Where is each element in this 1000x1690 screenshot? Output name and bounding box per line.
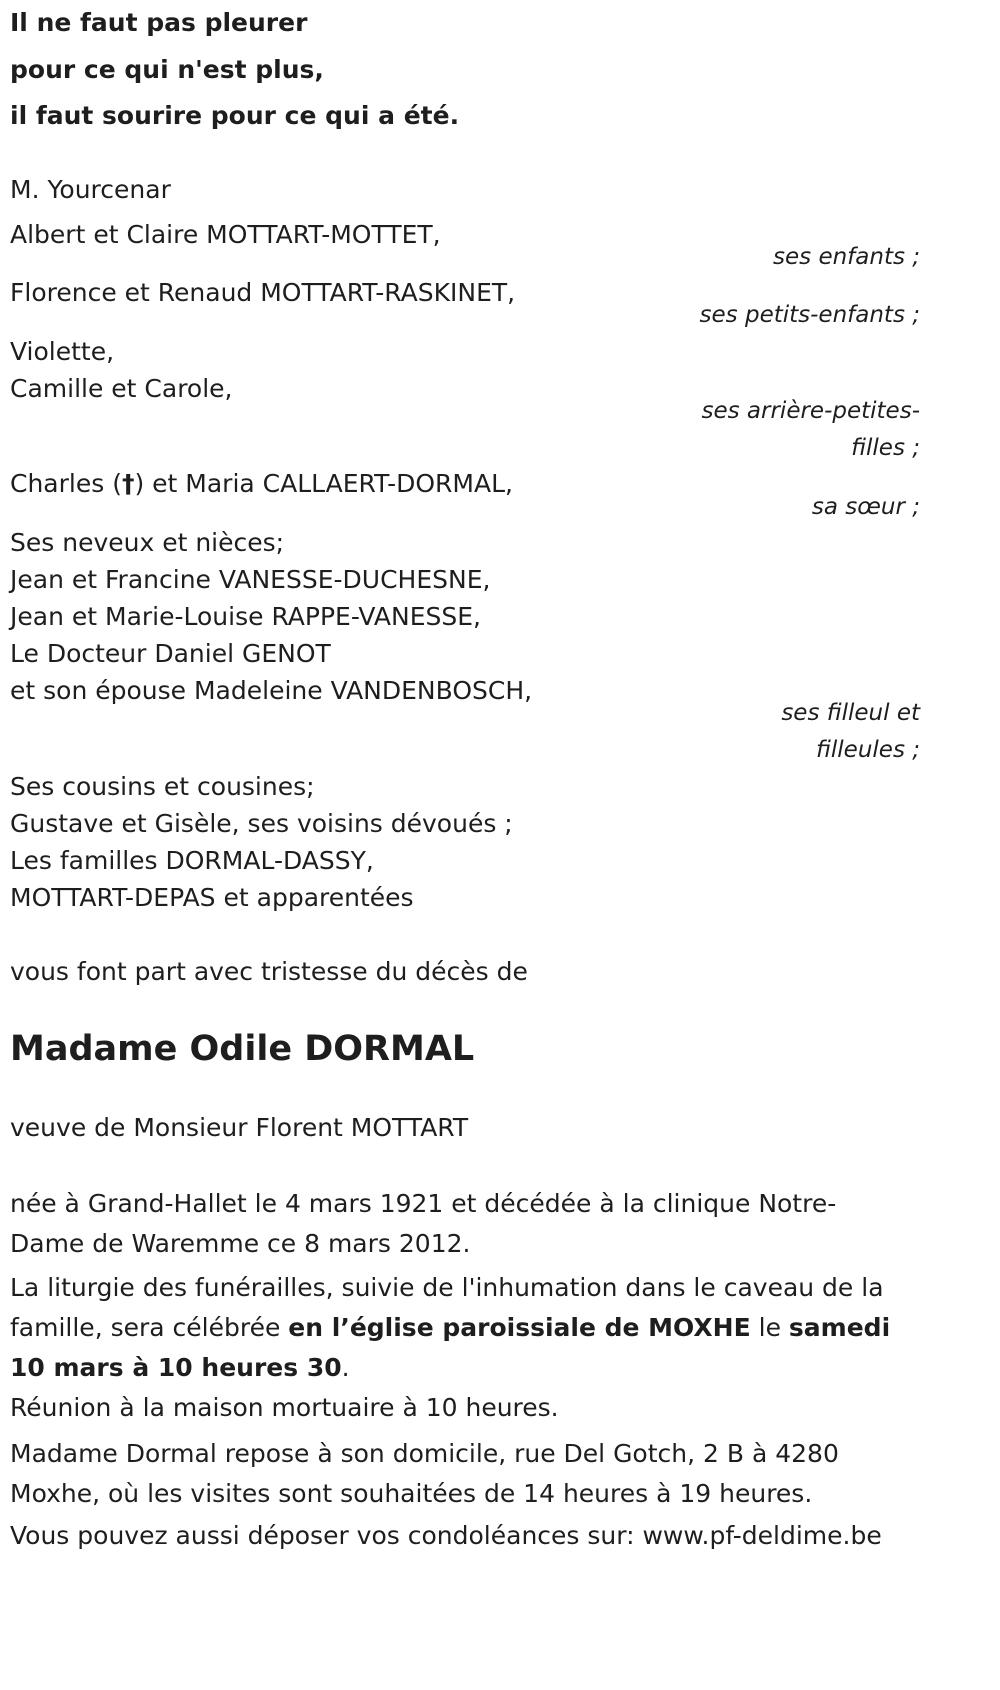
quote-author: M. Yourcenar (10, 175, 171, 204)
quote-line-3: il faut sourire pour ce qui a été. (10, 101, 460, 130)
families-line-2: MOTTART-DEPAS et apparentées (10, 883, 414, 912)
nephew-line-3: Le Docteur Daniel GENOT (10, 639, 331, 668)
neighbours: Gustave et Gisèle, ses voisins dévoués ; (10, 809, 513, 838)
rest-paragraph: Madame Dormal repose à son domicile, rue Del Gotch, 2 B à 4280 Moxhe, où les visites sont souhaitées de 14 heures à 19 heures. (10, 1439, 839, 1508)
godchildren-relation-line-2: filleules ; (816, 737, 920, 763)
great-grandchildren-relation-line-2: filles ; (851, 435, 920, 461)
funeral-connector: le (750, 1313, 789, 1342)
great-grandchildren-line-2: Camille et Carole, (10, 374, 233, 403)
birth-death-paragraph: née à Grand-Hallet le 4 mars 1921 et décédée à la clinique Notre-Dame de Waremme ce 8 mars 2012. (10, 1189, 837, 1258)
deceased-name: Madame Odile DORMAL (10, 1029, 475, 1069)
godchildren-relation-line-1: ses filleul et (781, 700, 920, 726)
great-grandchildren-relation-line-1: ses arrière-petites- (701, 398, 920, 424)
funeral-end: . (341, 1353, 350, 1382)
condolences-link[interactable]: www.pf-deldime.be (642, 1521, 882, 1550)
widow-of: veuve de Monsieur Florent MOTTART (10, 1113, 469, 1142)
funeral-church: en l’église paroissiale de MOXHE (288, 1313, 751, 1342)
nephews-title: Ses neveux et nièces; (10, 528, 285, 557)
condolences-text: Vous pouvez aussi déposer vos condoléances sur: (10, 1521, 643, 1550)
children-relation: ses enfants ; (773, 244, 920, 270)
great-grandchildren-line-1: Violette, (10, 337, 115, 366)
announcement: vous font part avec tristesse du décès de (10, 957, 528, 986)
sister-prefix: Charles ( (10, 469, 122, 498)
funeral-datetime: samedi 10 mars à 10 heures 30 (10, 1313, 891, 1382)
nephew-line-1: Jean et Francine VANESSE-DUCHESNE, (10, 565, 491, 594)
grandchildren-relation: ses petits-enfants ; (699, 302, 920, 328)
quote-line-1: Il ne faut pas pleurer (10, 8, 308, 37)
sister-names (10, 469, 513, 499)
nephew-line-4: et son épouse Madeleine VANDENBOSCH, (10, 676, 533, 705)
families-line-1: Les familles DORMAL-DASSY, (10, 846, 374, 875)
meeting-paragraph: Réunion à la maison mortuaire à 10 heures. (10, 1393, 559, 1422)
deceased-cross-icon: † (121, 469, 135, 498)
nephew-line-2: Jean et Marie-Louise RAPPE-VANESSE, (10, 602, 481, 631)
children-names: Albert et Claire MOTTART-MOTTET, (10, 220, 441, 249)
sister-suffix: ) et Maria CALLAERT-DORMAL, (134, 469, 513, 498)
grandchildren-names: Florence et Renaud MOTTART-RASKINET, (10, 278, 516, 307)
condolences-paragraph (10, 1521, 882, 1551)
quote-line-2: pour ce qui n'est plus, (10, 55, 324, 84)
cousins: Ses cousins et cousines; (10, 772, 315, 801)
sister-relation: sa sœur ; (811, 494, 920, 520)
funeral-intro: La liturgie des funérailles, suivie de l'inhumation dans le caveau de la famille, sera célébrée (10, 1273, 884, 1342)
funeral-paragraph (10, 1268, 915, 1388)
